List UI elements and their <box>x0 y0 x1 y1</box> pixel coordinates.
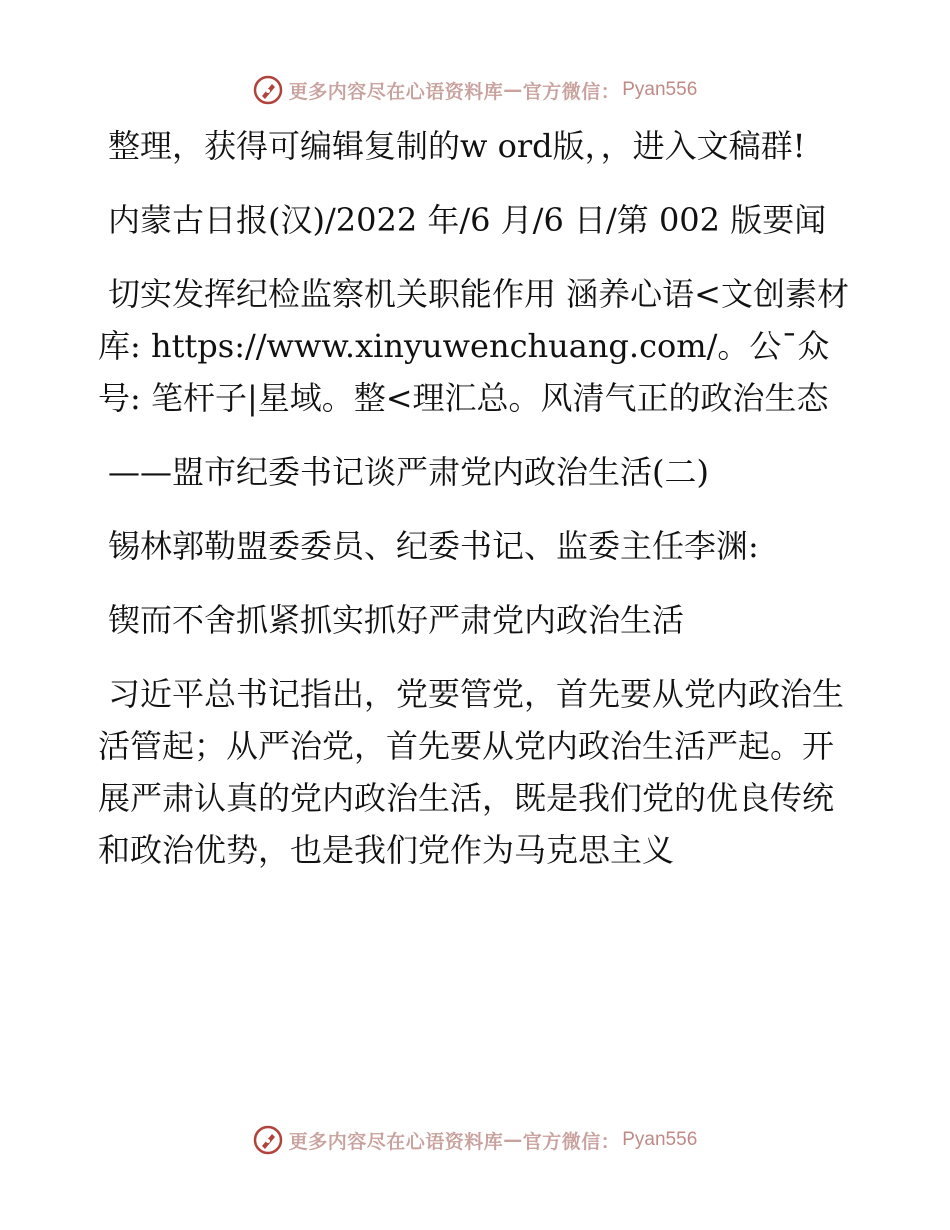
banner-wechat-id: Pyan556 <box>622 79 698 100</box>
paragraph: 习近平总书记指出，党要管党，首先要从党内政治生活管起；从严治党，首先要从党内政治生活严起。开展严肃认真的党内政治生活，既是我们党的优良传统和政治优势，也是我们党作为马克思主义 <box>98 675 845 869</box>
banner-separator: — <box>503 1129 523 1151</box>
pen-nib-logo-icon <box>253 1125 283 1155</box>
banner-wechat-label: 官方微信： <box>522 80 621 103</box>
banner-title: 更多内容尽在心语资料库 <box>288 1130 504 1153</box>
paragraph: 锲而不舍抓紧抓实抓好严肃党内政治生活 <box>108 601 685 639</box>
paragraph: ——盟市纪委书记谈严肃党内政治生活(二) <box>108 453 709 491</box>
banner-wechat-id: Pyan556 <box>622 1129 698 1150</box>
paragraph: 整理，获得可编辑复制的w ord版，，进入文稿群! <box>108 127 806 165</box>
header-banner <box>0 70 950 110</box>
banner-separator: — <box>503 79 523 101</box>
banner-title: 更多内容尽在心语资料库 <box>288 80 504 103</box>
pen-nib-logo-icon <box>253 75 283 105</box>
document-body <box>98 120 850 898</box>
paragraph: 切实发挥纪检监察机关职能作用 涵养心语<文创素材库: https://www.xinyuwenchuang.com/。公¯众号: 笔杆子|星域。整<理汇总。风清气正的政治生态 <box>98 275 849 417</box>
paragraph: 锡林郭勒盟委委员、纪委书记、监委主任李渊: <box>108 527 759 565</box>
banner-wechat-label: 官方微信： <box>522 1130 621 1153</box>
footer-banner <box>0 1120 950 1160</box>
paragraph: 内蒙古日报(汉)/2022 年/6 月/6 日/第 002 版要闻 <box>108 201 827 239</box>
